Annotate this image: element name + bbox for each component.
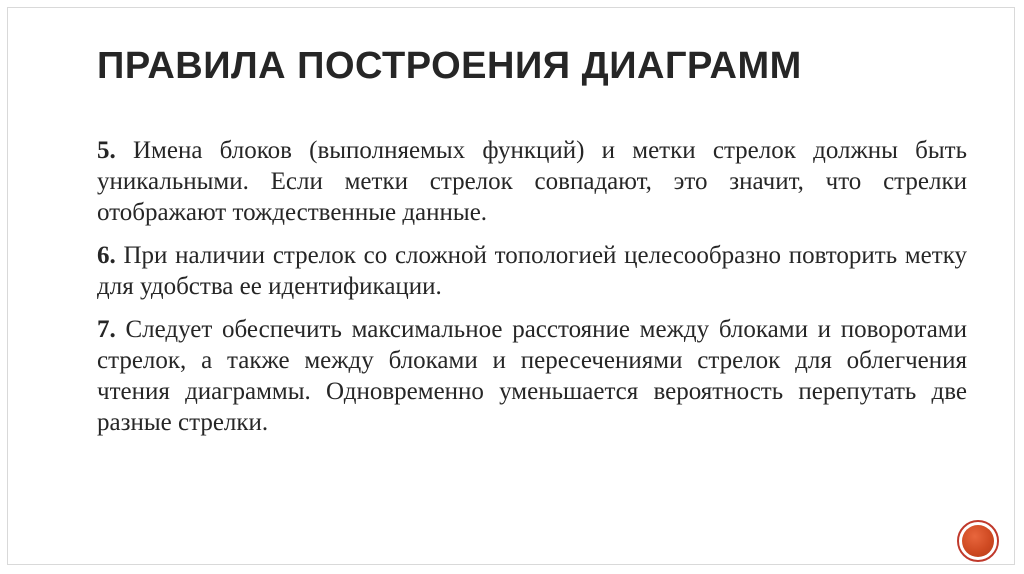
- slide-title: ПРАВИЛА ПОСТРОЕНИЯ ДИАГРАММ: [97, 45, 802, 87]
- slide-nav-button[interactable]: [957, 520, 999, 562]
- slide-body: [97, 135, 967, 450]
- paragraph-number: 7.: [97, 316, 116, 343]
- paragraph-number: 5.: [97, 137, 116, 164]
- circle-nav-icon: [962, 525, 994, 557]
- paragraph-rule-5: [97, 135, 967, 228]
- paragraph-rule-7: [97, 314, 967, 438]
- paragraph-text: Следует обеспечить максимальное расстояние между блоками и поворотами стрелок, а также между блоками и пересечениями стрелок для облегчения чтения диаграммы. Одновременно уменьшается вероятность перепутать две разные стрелки.: [97, 316, 967, 436]
- paragraph-number: 6.: [97, 242, 116, 269]
- paragraph-text: При наличии стрелок со сложной топологией целесообразно повторить метку для удобства ее идентификации.: [97, 242, 967, 300]
- paragraph-rule-6: [97, 240, 967, 302]
- paragraph-text: Имена блоков (выполняемых функций) и метки стрелок должны быть уникальными. Если метки стрелок совпадают, это значит, что стрелки отображают тождественные данные.: [97, 137, 968, 226]
